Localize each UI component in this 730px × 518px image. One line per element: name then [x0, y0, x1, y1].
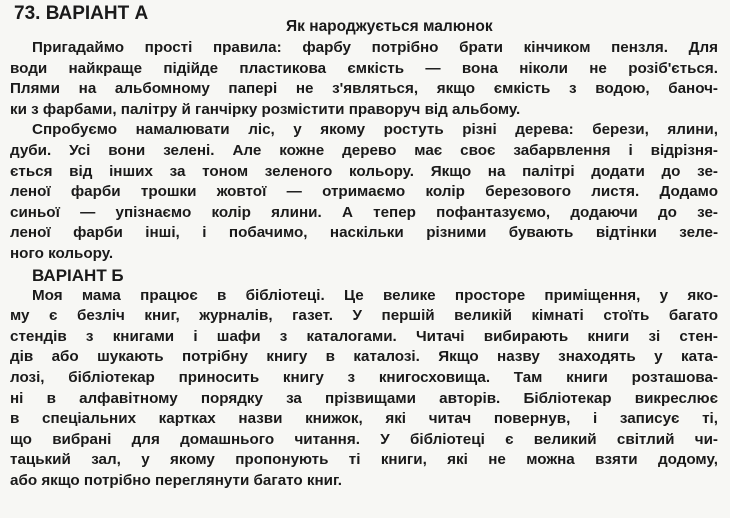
text-line: що вибрані для домашнього читання. У бібліотеці є великий світлий чи-	[10, 430, 718, 448]
text-line: Пригадаймо прості правила: фарбу потрібно брати кінчиком пензля. Для	[32, 39, 718, 56]
text-line: води найкраще підійде пластикова ємкість — вона ніколи не розіб'ється.	[10, 59, 718, 77]
text-line: дуби. Усі вони зелені. Але кожне дерево має своє забарвлення і відрізня-	[10, 141, 718, 159]
text-line: ного кольору.	[10, 244, 114, 262]
text-line: Спробуємо намалювати ліс, у якому ростуть різні дерева: берези, ялини,	[32, 121, 718, 139]
heading-line	[10, 3, 720, 35]
variant-a-text	[10, 38, 720, 265]
text-line: ється від інших за тоном зеленого кольору. Якщо на палітрі додати до зе-	[10, 162, 718, 180]
text-line: в спеціальних картках назви книжок, які читач повернув, і записує ті,	[10, 410, 718, 428]
text-line: тацький зал, у якому пропонують ті книги, які не можна взяти додому,	[10, 451, 718, 469]
text-line: синьої — упізнаємо колір ялини. А тепер пофантазуємо, додаючи до зе-	[10, 203, 718, 221]
exercise-heading: 73. ВАРІАНТ А	[14, 3, 149, 24]
text-line: леної фарби інші, і побачимо, наскільки різними бувають відтінки зеле-	[10, 224, 718, 242]
text-line: Плями на альбомному папері не з'являться, якщо ємкість з водою, баноч-	[10, 80, 718, 98]
text-line: стендів з книгами і шафи з каталогами. Читачі вибирають книги зі стен-	[10, 327, 718, 345]
variant-b-heading: ВАРІАНТ Б	[32, 265, 124, 285]
text-line: або якщо потрібно переглянути багато книг.	[10, 471, 343, 489]
text-line: ні в алфавітному порядку за прізвищами авторів. Бібліотекар викреслює	[10, 389, 718, 407]
text-line: Моя мама працює в бібліотеці. Це велике просторе приміщення, у яко-	[32, 286, 718, 304]
text-line: му є безліч книг, журналів, газет. У першій великій кімнаті стоїть багато	[10, 307, 718, 325]
text-title: Як народжується малюнок	[286, 18, 493, 35]
text-line: дів або шукають потрібну книгу в каталозі. Якщо назву знаходять у ката-	[10, 348, 718, 366]
text-line: лозі, бібліотекар приносить книгу з книгосховища. Там книги розташова-	[10, 368, 718, 386]
text-line: ки з фарбами, палітру й ганчірку розмістити праворуч від альбому.	[10, 100, 521, 118]
variant-b-text	[10, 286, 720, 492]
text-line: леної фарби трошки жовтої — отримаємо колір березового листя. Додамо	[10, 183, 718, 201]
